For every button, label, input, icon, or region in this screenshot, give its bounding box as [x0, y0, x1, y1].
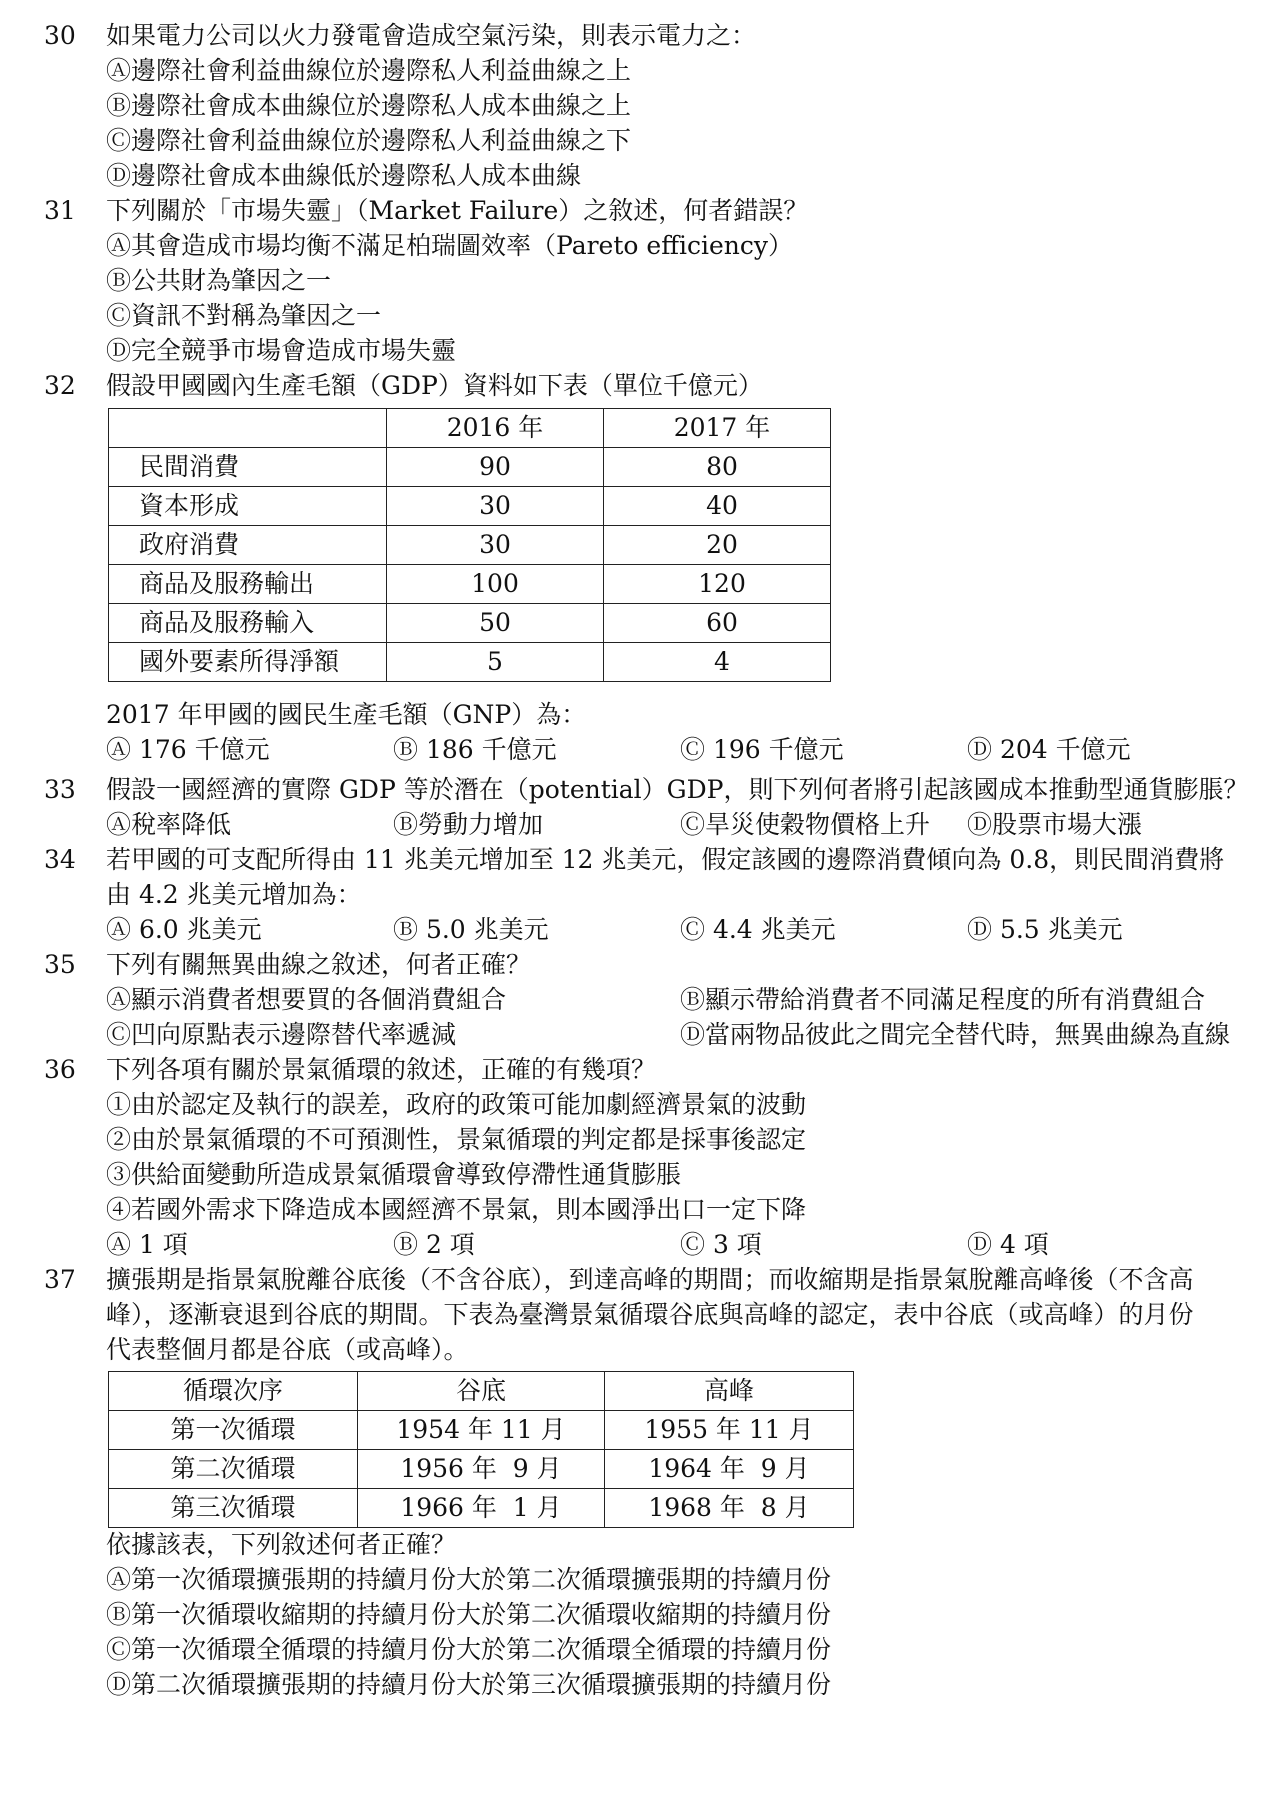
option-b: Ⓑ 186 千億元 — [393, 735, 557, 764]
table-cell: 第一次循環 — [109, 1411, 358, 1450]
option-d: Ⓓ 204 千億元 — [967, 735, 1131, 764]
question-prompt: 依據該表，下列敘述何者正確？ — [106, 1530, 457, 1559]
table-cell: 第三次循環 — [109, 1489, 358, 1528]
table-row — [109, 565, 831, 604]
table-cell: 50 — [387, 604, 604, 643]
question-37-choices — [44, 1527, 1244, 1702]
option-d: Ⓓ邊際社會成本曲線低於邊際私人成本曲線 — [106, 161, 582, 190]
question-stem: 下列有關無異曲線之敘述，何者正確？ — [106, 950, 532, 979]
gdp-table — [108, 408, 831, 682]
table-row — [109, 526, 831, 565]
option-row — [106, 807, 1244, 842]
question-number: 33 — [44, 775, 76, 804]
table-cell: 1954 年 11 月 — [358, 1411, 605, 1450]
table-cell: 民間消費 — [109, 448, 387, 487]
option-c: Ⓒ 196 千億元 — [680, 735, 844, 764]
table-cell: 20 — [604, 526, 831, 565]
option-row — [106, 982, 1244, 1017]
table-row — [109, 1411, 854, 1450]
question-stem: 假設甲國國內生產毛額（GDP）資料如下表（單位千億元） — [106, 371, 763, 400]
option-c: Ⓒ 3 項 — [680, 1230, 762, 1259]
question-32 — [44, 368, 1244, 403]
option-b: Ⓑ勞動力增加 — [393, 810, 544, 839]
table-header-row — [109, 1372, 854, 1411]
question-stem-line-1: 若甲國的可支配所得由 11 兆美元增加至 12 兆美元，假定該國的邊際消費傾向為 0.8，則民間消費將 — [106, 845, 1225, 874]
question-36 — [44, 1052, 1244, 1262]
table-row — [109, 643, 831, 682]
question-stem-line-2: 峰），逐漸衰退到谷底的期間。下表為臺灣景氣循環谷底與高峰的認定，表中谷底（或高峰）的月份 — [106, 1300, 1194, 1329]
option-a: Ⓐ邊際社會利益曲線位於邊際私人利益曲線之上 — [106, 56, 632, 85]
question-31 — [44, 193, 1244, 368]
option-row — [106, 1017, 1244, 1052]
option-c: Ⓒ邊際社會利益曲線位於邊際私人利益曲線之下 — [106, 126, 632, 155]
table-cell: 30 — [387, 526, 604, 565]
table-row — [109, 604, 831, 643]
option-row — [106, 1227, 1244, 1262]
table-cell: 40 — [604, 487, 831, 526]
table-cell: 國外要素所得淨額 — [109, 643, 387, 682]
table-header-2017: 2017 年 — [604, 409, 831, 448]
question-32-choices — [44, 697, 1244, 767]
question-stem: 下列各項有關於景氣循環的敘述，正確的有幾項？ — [106, 1055, 657, 1084]
table-cell: 80 — [604, 448, 831, 487]
question-33 — [44, 772, 1249, 842]
option-b: Ⓑ邊際社會成本曲線位於邊際私人成本曲線之上 — [106, 91, 632, 120]
table-row — [109, 1489, 854, 1528]
table-cell: 政府消費 — [109, 526, 387, 565]
question-stem: 下列關於「市場失靈」（Market Failure）之敘述，何者錯誤？ — [106, 196, 809, 225]
table-cell: 4 — [604, 643, 831, 682]
table-cell: 1955 年 11 月 — [605, 1411, 854, 1450]
option-c: Ⓒ第一次循環全循環的持續月份大於第二次循環全循環的持續月份 — [106, 1635, 832, 1664]
table-cell — [109, 409, 387, 448]
table-cell: 商品及服務輸出 — [109, 565, 387, 604]
option-b: Ⓑ顯示帶給消費者不同滿足程度的所有消費組合 — [680, 985, 1206, 1014]
table-row — [109, 1450, 854, 1489]
table-cell: 商品及服務輸入 — [109, 604, 387, 643]
table-row — [109, 487, 831, 526]
question-number: 37 — [44, 1265, 76, 1294]
table-cell: 90 — [387, 448, 604, 487]
option-a: Ⓐ稅率降低 — [106, 810, 232, 839]
table-cell: 1956 年 9 月 — [358, 1450, 605, 1489]
table-header-peak: 高峰 — [605, 1372, 854, 1411]
table-cell: 100 — [387, 565, 604, 604]
question-number: 31 — [44, 196, 76, 225]
question-34 — [44, 842, 1244, 947]
option-b: Ⓑ 5.0 兆美元 — [393, 915, 549, 944]
option-d: Ⓓ第二次循環擴張期的持續月份大於第三次循環擴張期的持續月份 — [106, 1670, 832, 1699]
option-a: Ⓐ其會造成市場均衡不滿足柏瑞圖效率（Pareto efficiency） — [106, 231, 793, 260]
table-cell: 1966 年 1 月 — [358, 1489, 605, 1528]
option-c: Ⓒ凹向原點表示邊際替代率遞減 — [106, 1020, 457, 1049]
table-cell: 1964 年 9 月 — [605, 1450, 854, 1489]
table-cell: 30 — [387, 487, 604, 526]
option-b: Ⓑ公共財為肇因之一 — [106, 266, 332, 295]
question-number: 35 — [44, 950, 76, 979]
option-d: Ⓓ完全競爭市場會造成市場失靈 — [106, 336, 457, 365]
business-cycle-table — [108, 1371, 854, 1528]
table-cell: 60 — [604, 604, 831, 643]
table-header-row — [109, 409, 831, 448]
statement-3: ③供給面變動所造成景氣循環會導致停滯性通貨膨脹 — [106, 1160, 682, 1189]
table-cell: 120 — [604, 565, 831, 604]
statement-2: ②由於景氣循環的不可預測性，景氣循環的判定都是採事後認定 — [106, 1125, 807, 1154]
option-d: Ⓓ 4 項 — [967, 1230, 1049, 1259]
option-d: Ⓓ當兩物品彼此之間完全替代時，無異曲線為直線 — [680, 1020, 1231, 1049]
option-d: Ⓓ 5.5 兆美元 — [967, 915, 1123, 944]
question-stem: 假設一國經濟的實際 GDP 等於潛在（potential）GDP，則下列何者將引起該國成本推動型通貨膨脹？ — [106, 775, 1249, 804]
question-stem-line-2: 由 4.2 兆美元增加為： — [106, 880, 362, 909]
table-header-trough: 谷底 — [358, 1372, 605, 1411]
option-b: Ⓑ第一次循環收縮期的持續月份大於第二次循環收縮期的持續月份 — [106, 1600, 832, 1629]
question-number: 34 — [44, 845, 76, 874]
option-a: Ⓐ 1 項 — [106, 1230, 188, 1259]
statement-1: ①由於認定及執行的誤差，政府的政策可能加劇經濟景氣的波動 — [106, 1090, 807, 1119]
question-number: 30 — [44, 21, 76, 50]
question-37 — [44, 1262, 1244, 1367]
option-a: Ⓐ顯示消費者想要買的各個消費組合 — [106, 985, 507, 1014]
question-prompt: 2017 年甲國的國民生產毛額（GNP）為： — [106, 700, 587, 729]
option-c: Ⓒ 4.4 兆美元 — [680, 915, 836, 944]
table-cell: 5 — [387, 643, 604, 682]
option-row — [106, 912, 1244, 947]
question-30 — [44, 18, 1244, 193]
table-cell: 資本形成 — [109, 487, 387, 526]
table-cell: 1968 年 8 月 — [605, 1489, 854, 1528]
option-a: Ⓐ第一次循環擴張期的持續月份大於第二次循環擴張期的持續月份 — [106, 1565, 832, 1594]
option-row — [106, 732, 1244, 767]
table-row — [109, 448, 831, 487]
statement-4: ④若國外需求下降造成本國經濟不景氣，則本國淨出口一定下降 — [106, 1195, 807, 1224]
question-35 — [44, 947, 1244, 1052]
table-header-cycle: 循環次序 — [109, 1372, 358, 1411]
option-a: Ⓐ 176 千億元 — [106, 735, 270, 764]
question-stem: 如果電力公司以火力發電會造成空氣污染，則表示電力之： — [106, 21, 757, 50]
question-stem-line-3: 代表整個月都是谷底（或高峰）。 — [106, 1335, 469, 1364]
option-a: Ⓐ 6.0 兆美元 — [106, 915, 262, 944]
option-b: Ⓑ 2 項 — [393, 1230, 475, 1259]
table-cell: 第二次循環 — [109, 1450, 358, 1489]
question-stem-line-1: 擴張期是指景氣脫離谷底後（不含谷底），到達高峰的期間；而收縮期是指景氣脫離高峰後（不含高 — [106, 1265, 1194, 1294]
question-number: 36 — [44, 1055, 76, 1084]
option-d: Ⓓ股票市場大漲 — [967, 810, 1143, 839]
option-c: Ⓒ旱災使穀物價格上升 — [680, 810, 931, 839]
table-header-2016: 2016 年 — [387, 409, 604, 448]
question-number: 32 — [44, 371, 76, 400]
option-c: Ⓒ資訊不對稱為肇因之一 — [106, 301, 382, 330]
